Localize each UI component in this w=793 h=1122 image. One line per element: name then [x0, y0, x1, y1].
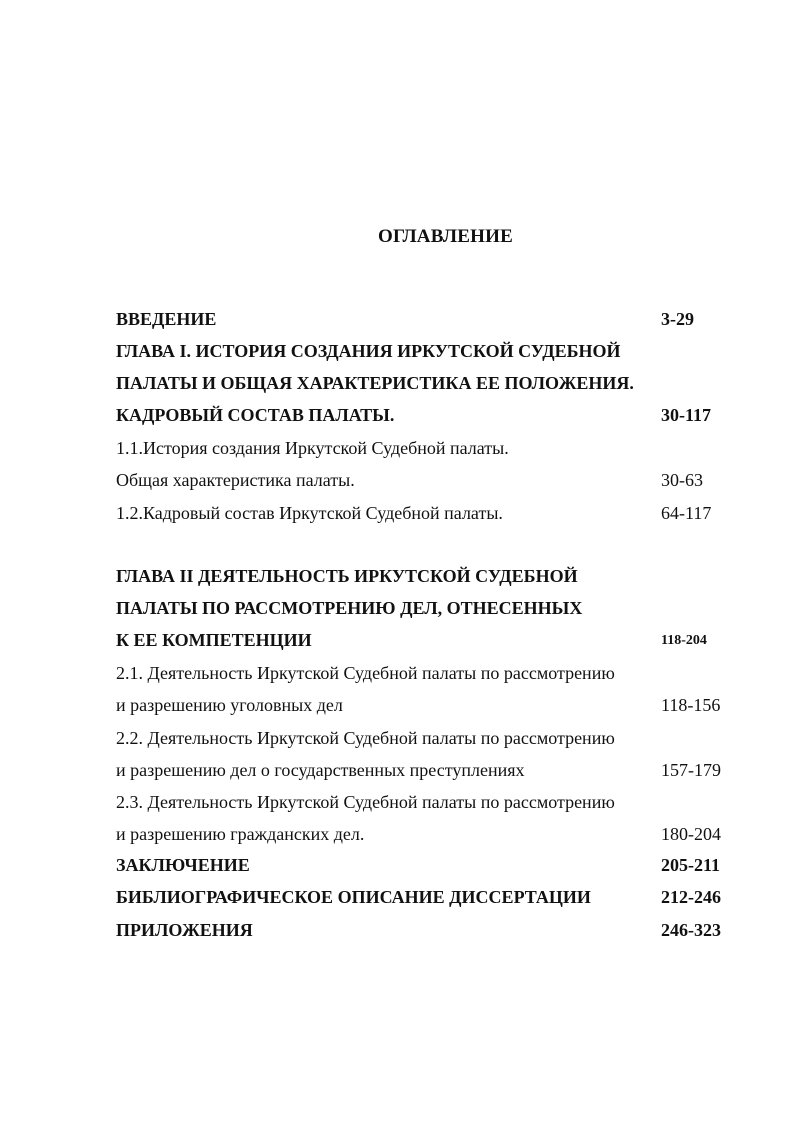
toc-entry-chapter-1-line-3 — [116, 405, 726, 433]
toc-entry-text: 1.1.История создания Иркутской Судебной палаты. — [116, 438, 509, 458]
toc-entry-text: ГЛАВА II ДЕЯТЕЛЬНОСТЬ ИРКУТСКОЙ СУДЕБНОЙ — [116, 566, 578, 586]
toc-entry-appendices — [116, 920, 726, 948]
toc-entry-text: ПРИЛОЖЕНИЯ — [116, 920, 253, 940]
toc-entry-chapter-2-line-2 — [116, 598, 726, 626]
toc-entry-pages: 30-63 — [661, 470, 703, 490]
toc-entry-pages: 246-323 — [661, 920, 721, 940]
toc-entry-section-2-3-line-2 — [116, 824, 726, 852]
toc-entry-chapter-1-line-1 — [116, 341, 726, 369]
toc-entry-text: и разрешению гражданских дел. — [116, 824, 365, 844]
toc-entry-chapter-2-line-3 — [116, 630, 726, 658]
toc-entry-section-2-2-line-1 — [116, 728, 726, 756]
toc-entry-introduction — [116, 309, 726, 337]
toc-entry-chapter-2-line-1 — [116, 566, 726, 594]
toc-entry-text: и разрешению уголовных дел — [116, 695, 343, 715]
toc-entry-text: 1.2.Кадровый состав Иркутской Судебной палаты. — [116, 503, 503, 523]
toc-entry-section-1-1-line-1 — [116, 438, 726, 466]
toc-entry-bibliography — [116, 887, 726, 915]
toc-entry-section-2-2-line-2 — [116, 760, 726, 788]
toc-entry-text: ПАЛАТЫ ПО РАССМОТРЕНИЮ ДЕЛ, ОТНЕСЕННЫХ — [116, 598, 583, 618]
toc-entry-section-2-1-line-1 — [116, 663, 726, 691]
toc-entry-text: и разрешению дел о государственных преступлениях — [116, 760, 525, 780]
toc-entry-section-2-3-line-1 — [116, 792, 726, 820]
toc-entry-pages: 157-179 — [661, 760, 721, 780]
toc-entry-text: Общая характеристика палаты. — [116, 470, 355, 490]
toc-entry-text: ВВЕДЕНИЕ — [116, 309, 217, 329]
toc-entry-pages: 212-246 — [661, 887, 721, 907]
toc-entry-section-1-2 — [116, 503, 726, 531]
toc-entry-section-2-1-line-2 — [116, 695, 726, 723]
toc-entry-text: ГЛАВА I. ИСТОРИЯ СОЗДАНИЯ ИРКУТСКОЙ СУДЕБНОЙ — [116, 341, 621, 361]
toc-entry-section-1-1-line-2 — [116, 470, 726, 498]
toc-entry-text: ЗАКЛЮЧЕНИЕ — [116, 855, 250, 875]
toc-entry-chapter-1-line-2 — [116, 373, 726, 401]
toc-entry-pages: 30-117 — [661, 405, 712, 425]
toc-entry-text: 2.2. Деятельность Иркутской Судебной палаты по рассмотрению — [116, 728, 615, 748]
page-title: ОГЛАВЛЕНИЕ — [378, 226, 513, 247]
toc-entry-text: БИБЛИОГРАФИЧЕСКОЕ ОПИСАНИЕ ДИССЕРТАЦИИ — [116, 887, 591, 907]
toc-entry-text: ПАЛАТЫ И ОБЩАЯ ХАРАКТЕРИСТИКА ЕЕ ПОЛОЖЕНИЯ. — [116, 373, 634, 393]
toc-entry-pages: 3-29 — [661, 309, 694, 329]
toc-entry-text: КАДРОВЫЙ СОСТАВ ПАЛАТЫ. — [116, 405, 395, 425]
toc-entry-pages: 180-204 — [661, 824, 721, 844]
toc-entry-text: 2.1. Деятельность Иркутской Судебной палаты по рассмотрению — [116, 663, 615, 683]
toc-entry-pages: 118-156 — [661, 695, 721, 715]
toc-entry-pages: 205-211 — [661, 855, 721, 875]
toc-entry-pages: 118-204 — [661, 633, 707, 648]
toc-entry-text: К ЕЕ КОМПЕТЕНЦИИ — [116, 630, 312, 650]
toc-entry-pages: 64-117 — [661, 503, 712, 523]
toc-entry-text: 2.3. Деятельность Иркутской Судебной палаты по рассмотрению — [116, 792, 615, 812]
toc-entry-conclusion — [116, 855, 726, 883]
